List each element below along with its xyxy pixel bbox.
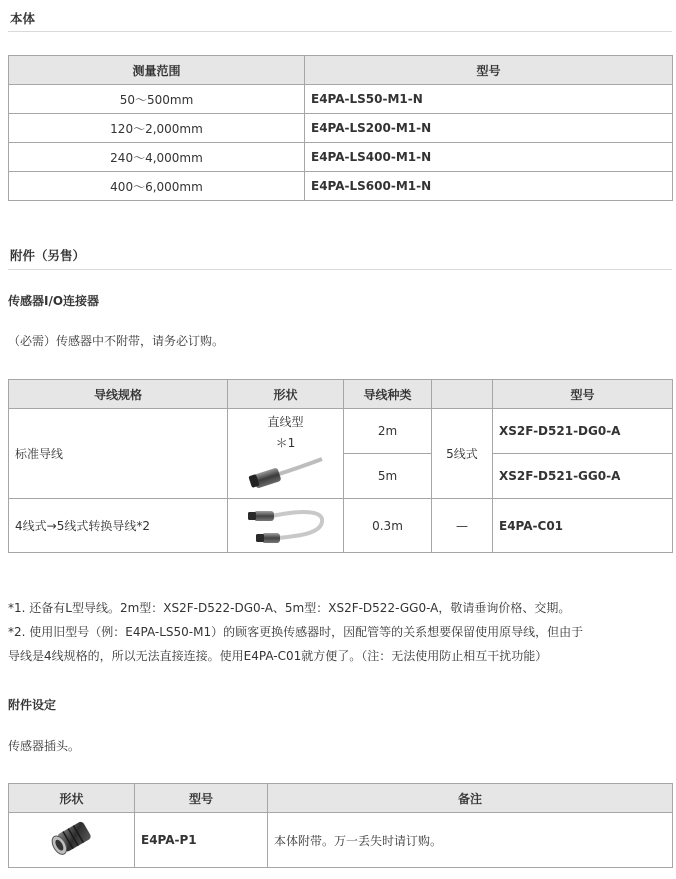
conversion-cable-image — [242, 502, 330, 546]
model-cell: E4PA-LS400-M1-N — [305, 143, 673, 172]
table-header-row — [9, 784, 673, 813]
header-model: 型号 — [493, 380, 673, 409]
model-cell: E4PA-LS200-M1-N — [305, 114, 673, 143]
header-range: 测量范围 — [9, 56, 305, 85]
header-shape: 形状 — [228, 380, 344, 409]
range-cell: 50～500mm — [9, 85, 305, 114]
spec-cell: 标准导线 — [9, 409, 228, 499]
shape-note: ＊1 — [275, 436, 296, 450]
section-divider — [8, 269, 672, 270]
table-row — [9, 409, 673, 454]
section-title-accessory: 附件（另售） — [10, 248, 86, 263]
sub-title-setting: 附件设定 — [8, 698, 57, 712]
length-cell: 5m — [344, 454, 432, 499]
wire-type-cell: — — [432, 499, 493, 553]
header-model: 型号 — [135, 784, 268, 813]
model-cell: E4PA-P1 — [135, 813, 268, 868]
table-row — [9, 85, 673, 114]
straight-cable-image — [246, 453, 326, 493]
remark-cell: 本体附带。万一丢失时请订购。 — [268, 813, 673, 868]
header-remark: 备注 — [268, 784, 673, 813]
model-cell: XS2F-D521-DG0-A — [493, 409, 673, 454]
intro-text: （必需）传感器中不附带，请务必订购。 — [8, 334, 225, 348]
table-header-row — [9, 380, 673, 409]
wire-type-cell: 5线式 — [432, 409, 493, 499]
shape-cell — [228, 499, 344, 553]
footnote-2: *2. 使用旧型号（例：E4PA-LS50-M1）的顾客更换传感器时，因配管等的关系想要保留使用原导线，但由于 — [8, 625, 584, 639]
footnote-1: *1. 还备有L型导线。2m型：XS2F-D522-DG0-A、5m型：XS2F-D522-GG0-A，敬请垂询价格、交期。 — [8, 601, 571, 615]
table-row — [9, 143, 673, 172]
model-cell: E4PA-LS600-M1-N — [305, 172, 673, 201]
table-row — [9, 172, 673, 201]
table-row — [9, 813, 673, 868]
range-cell: 120～2,000mm — [9, 114, 305, 143]
header-model: 型号 — [305, 56, 673, 85]
header-blank — [432, 380, 493, 409]
shape-label: 直线型 — [267, 415, 304, 429]
table-header-row — [9, 56, 673, 85]
sub-title-connector: 传感器I/O连接器 — [8, 294, 100, 308]
connector-table — [8, 379, 673, 553]
section-title-body: 本体 — [10, 11, 36, 26]
table-row — [9, 114, 673, 143]
shape-cell — [228, 409, 344, 499]
range-cell: 240～4,000mm — [9, 143, 305, 172]
model-cell: E4PA-LS50-M1-N — [305, 85, 673, 114]
sensor-plug-image — [42, 816, 102, 862]
header-spec: 导线规格 — [9, 380, 228, 409]
body-model-table — [8, 55, 673, 201]
model-cell: E4PA-C01 — [493, 499, 673, 553]
section-divider — [8, 31, 672, 32]
model-cell: XS2F-D521-GG0-A — [493, 454, 673, 499]
table-row — [9, 499, 673, 553]
header-type: 导线种类 — [344, 380, 432, 409]
spec-cell: 4线式→5线式转换导线*2 — [9, 499, 228, 553]
range-cell: 400～6,000mm — [9, 172, 305, 201]
length-cell: 2m — [344, 409, 432, 454]
shape-cell — [9, 813, 135, 868]
setting-intro-text: 传感器插头。 — [8, 739, 81, 753]
length-cell: 0.3m — [344, 499, 432, 553]
header-shape: 形状 — [9, 784, 135, 813]
footnote-2-cont: 导线是4线规格的，所以无法直接连接。使用E4PA-C01就方便了。（注：无法使用防止相互干扰功能） — [8, 649, 548, 663]
setting-table — [8, 783, 673, 868]
